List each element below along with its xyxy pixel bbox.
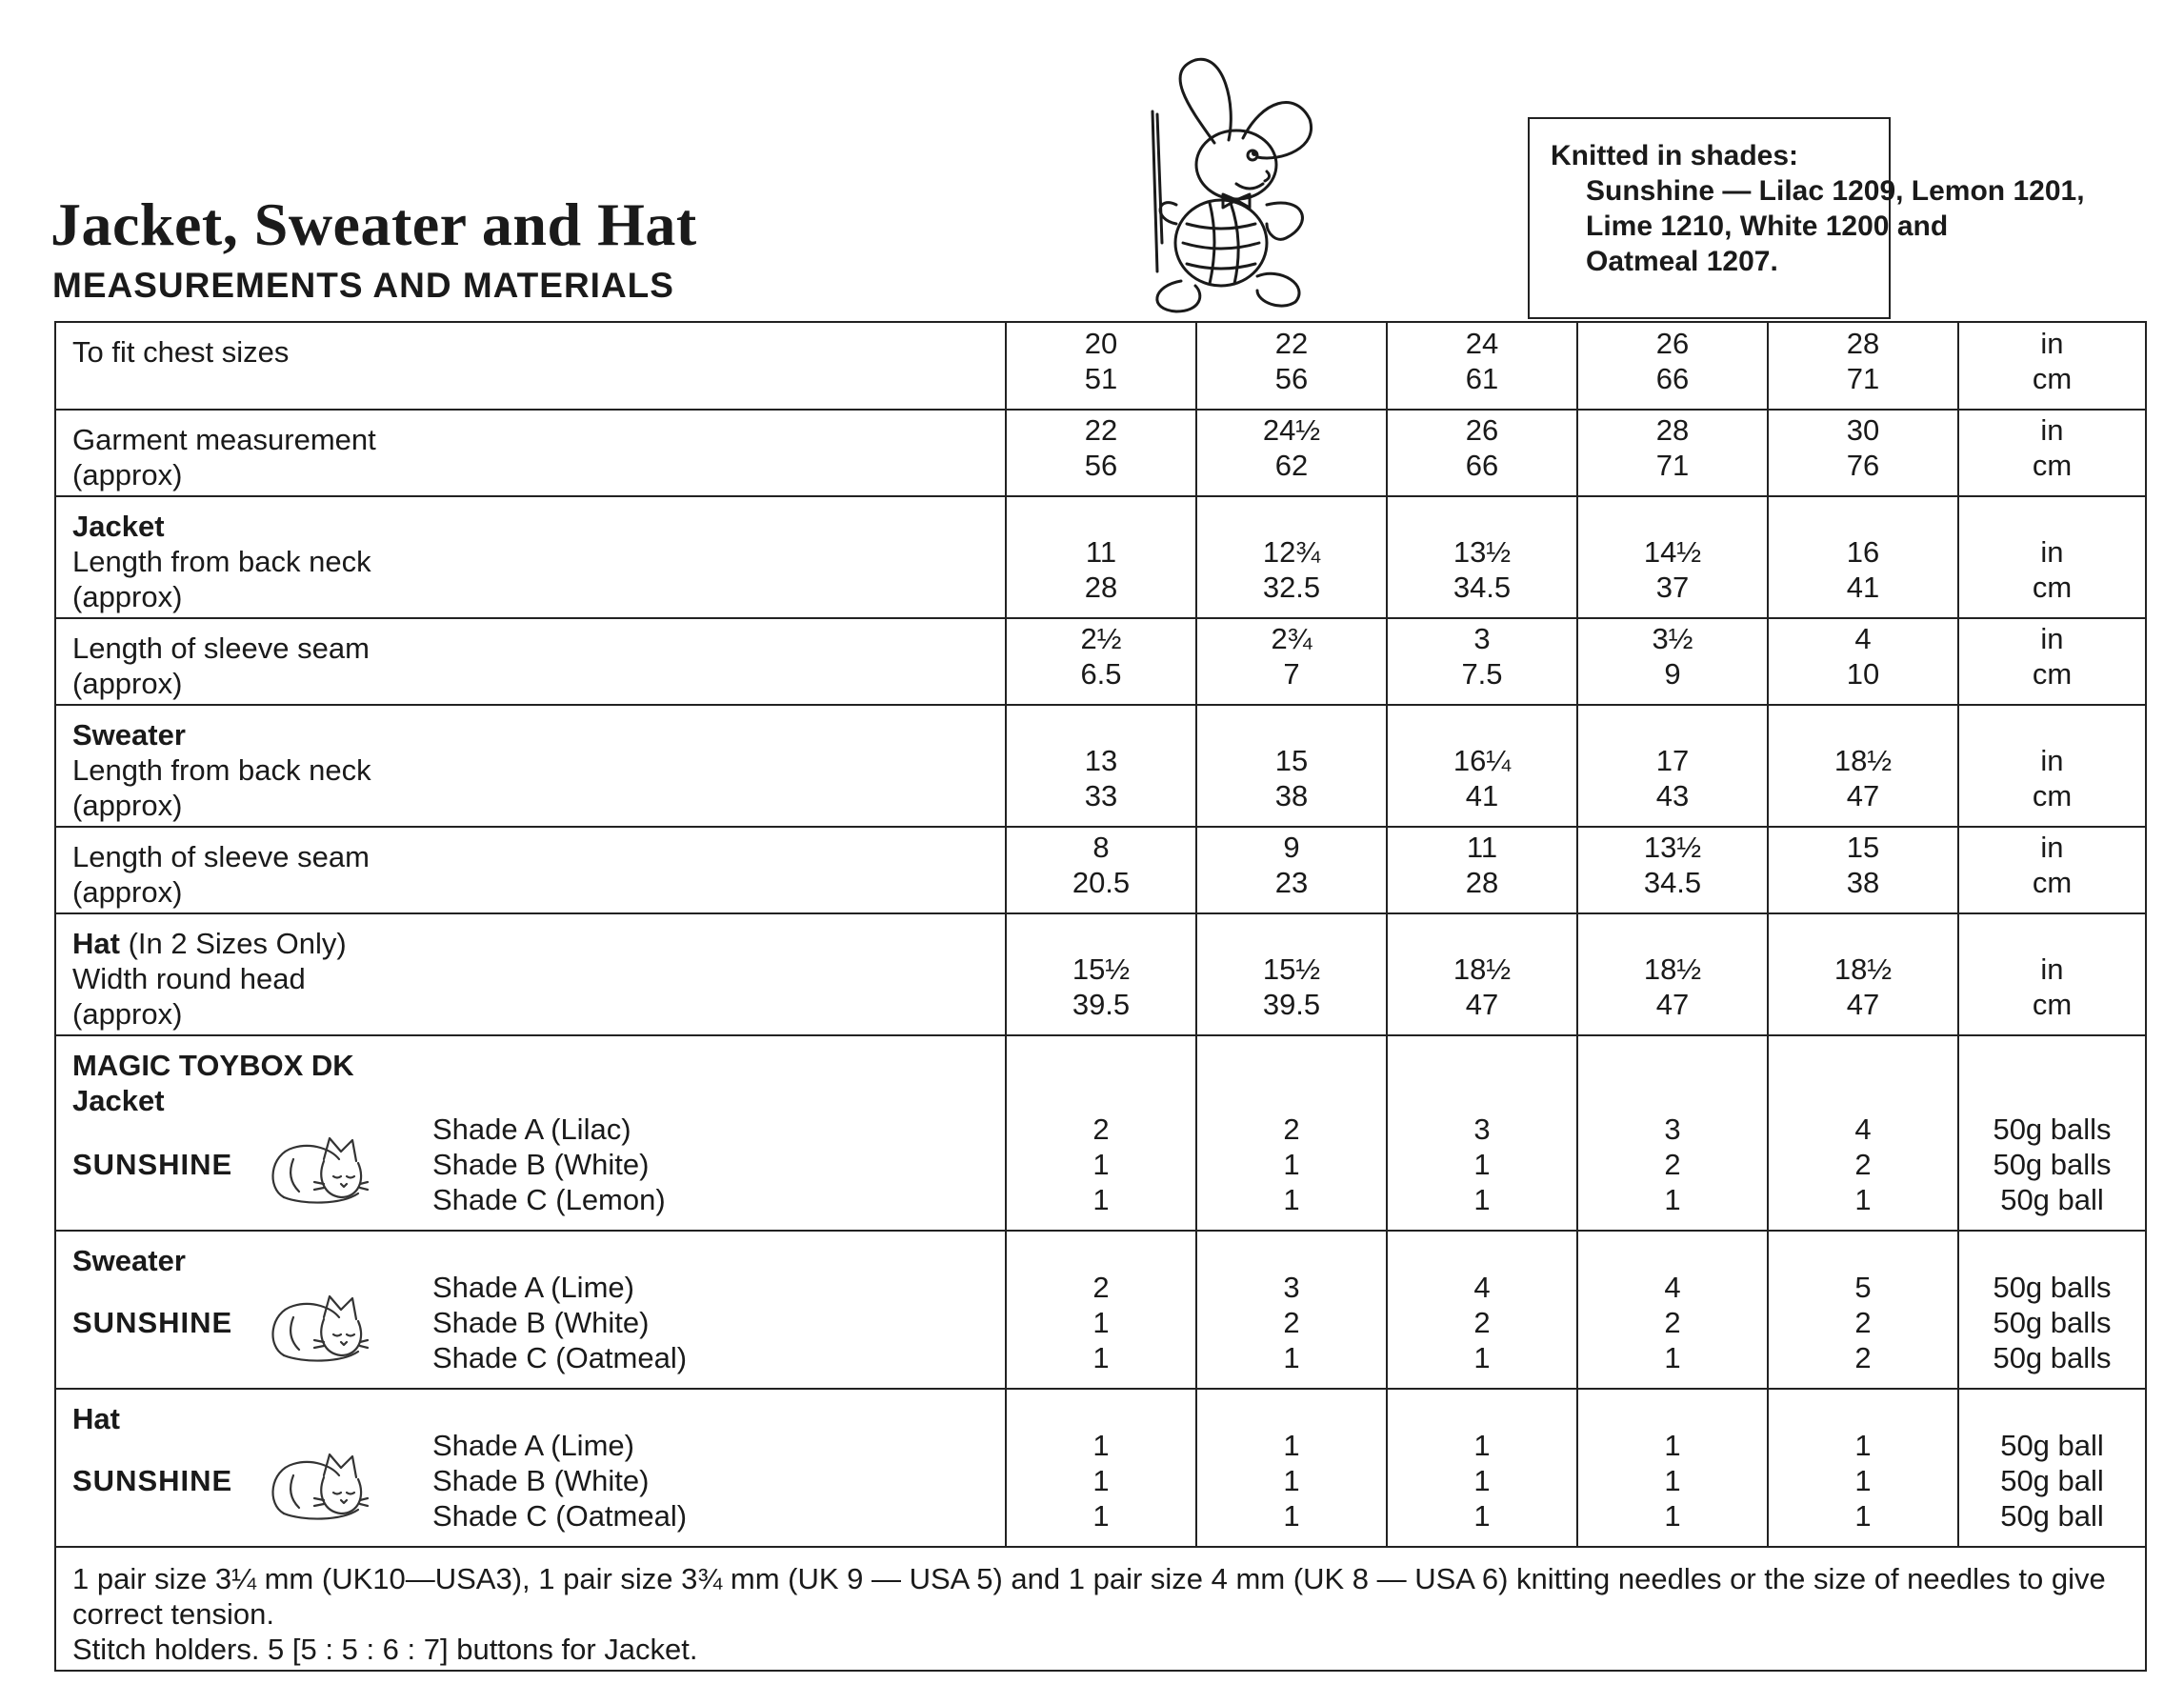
unit-cell [1958, 913, 2146, 1035]
row-label-cell [55, 618, 1006, 705]
balls-count: 1 [1664, 1183, 1681, 1216]
unit-in: in [2040, 327, 2064, 360]
measurement-row [55, 705, 2146, 827]
size-value-cell [1006, 410, 1196, 496]
row-label: (approx) [72, 789, 183, 822]
unit-cell [1958, 1035, 2146, 1231]
size-value-cell [1768, 618, 1958, 705]
unit-in: in [2040, 622, 2064, 655]
balls-count: 1 [1092, 1306, 1110, 1339]
shade-label: Shade B (White) [432, 1306, 650, 1339]
material-row [55, 1389, 2146, 1547]
balls-value-cell [1387, 1035, 1577, 1231]
balls-count: 1 [1092, 1499, 1110, 1533]
value-cm: 23 [1274, 866, 1309, 899]
balls-count: 5 [1854, 1271, 1872, 1304]
page-title: Jacket, Sweater and Hat [50, 190, 697, 258]
size-value-cell [1768, 410, 1958, 496]
value-cm: 47 [1846, 779, 1880, 812]
material-heading: MAGIC TOYBOX DK [72, 1049, 354, 1082]
value-cm: 43 [1655, 779, 1690, 812]
row-label-cell [55, 827, 1006, 913]
balls-value-cell [1768, 1035, 1958, 1231]
value-cm: 41 [1846, 571, 1880, 604]
size-value-cell [1577, 913, 1768, 1035]
value-cm: 10 [1846, 657, 1880, 691]
balls-count: 1 [1473, 1429, 1491, 1462]
value-cm: 41 [1465, 779, 1499, 812]
row-section-heading: Jacket [72, 510, 165, 543]
value-cm: 61 [1465, 362, 1499, 395]
value-cm: 66 [1655, 362, 1690, 395]
row-label-cell [55, 496, 1006, 618]
value-in: 20 [1084, 327, 1118, 360]
shade-label: Shade C (Lemon) [432, 1183, 666, 1216]
page-subtitle: MEASUREMENTS AND MATERIALS [52, 266, 674, 305]
value-in: 16 [1846, 535, 1880, 569]
value-in: 26 [1655, 327, 1690, 360]
row-label: Length of sleeve seam [72, 840, 370, 873]
balls-count: 4 [1664, 1271, 1681, 1304]
unit-cell [1958, 705, 2146, 827]
shades-info-box [1528, 117, 2085, 319]
unit-in: in [2040, 831, 2064, 864]
value-in: 28 [1655, 413, 1690, 447]
value-in: 15 [1846, 831, 1880, 864]
size-value-cell [1006, 496, 1196, 618]
unit-cm: cm [2032, 449, 2073, 482]
balls-value-cell [1387, 1389, 1577, 1547]
row-label: (approx) [72, 580, 183, 613]
value-cm: 56 [1084, 449, 1118, 482]
unit-cm: cm [2032, 362, 2073, 395]
value-cm: 37 [1655, 571, 1690, 604]
size-value-cell [1768, 705, 1958, 827]
size-value-cell [1387, 322, 1577, 410]
size-value-cell [1006, 827, 1196, 913]
shades-heading: Knitted in shades: [1551, 140, 1799, 171]
value-in: 13 [1084, 744, 1118, 777]
material-heading: Hat [72, 1402, 120, 1435]
value-in: 11 [1085, 535, 1117, 569]
value-in: 9 [1283, 831, 1300, 864]
size-value-cell [1006, 913, 1196, 1035]
size-value-cell [1387, 618, 1577, 705]
shades-line: Sunshine — Lilac 1209, Lemon 1201, [1586, 175, 2085, 207]
row-label: Length from back neck [72, 753, 371, 787]
balls-unit: 50g balls [1993, 1306, 2112, 1339]
balls-value-cell [1768, 1389, 1958, 1547]
notes-cell [55, 1547, 2146, 1671]
value-in: 24½ [1262, 413, 1321, 447]
value-in: 18½ [1453, 952, 1512, 986]
size-value-cell [1577, 827, 1768, 913]
size-value-cell [1768, 827, 1958, 913]
balls-value-cell [1577, 1389, 1768, 1547]
balls-count: 3 [1283, 1271, 1300, 1304]
row-label-cell [55, 705, 1006, 827]
balls-value-cell [1006, 1035, 1196, 1231]
unit-cell [1958, 322, 2146, 410]
balls-count: 1 [1664, 1464, 1681, 1497]
shade-label: Shade A (Lime) [432, 1271, 634, 1304]
size-value-cell [1196, 322, 1387, 410]
notes-line: 1 pair size 3¼ mm (UK10—USA3), 1 pair size 3¾ mm (UK 9 — USA 5) and 1 pair size 4 mm (UK 8 — USA 6) knitting needles or the size of needles to give correct tension. [72, 1562, 2106, 1631]
value-cm: 47 [1465, 988, 1499, 1021]
balls-value-cell [1006, 1389, 1196, 1547]
balls-unit: 50g ball [2000, 1183, 2104, 1216]
row-label-cell [55, 322, 1006, 410]
balls-count: 4 [1473, 1271, 1491, 1304]
balls-count: 1 [1092, 1464, 1110, 1497]
balls-count: 1 [1473, 1499, 1491, 1533]
balls-count: 1 [1283, 1183, 1300, 1216]
balls-value-cell [1196, 1035, 1387, 1231]
value-in: 2½ [1080, 622, 1122, 655]
balls-count: 1 [1473, 1464, 1491, 1497]
unit-cell [1958, 827, 2146, 913]
measurement-row [55, 827, 2146, 913]
balls-count: 1 [1473, 1183, 1491, 1216]
value-cm: 33 [1084, 779, 1118, 812]
balls-count: 2 [1854, 1148, 1872, 1181]
value-in: 3½ [1652, 622, 1693, 655]
row-label-cell [55, 913, 1006, 1035]
value-in: 30 [1846, 413, 1880, 447]
kitten-icon [265, 1121, 370, 1209]
balls-value-cell [1577, 1035, 1768, 1231]
size-value-cell [1006, 322, 1196, 410]
size-value-cell [1768, 322, 1958, 410]
yarn-name: SUNSHINE [72, 1464, 233, 1497]
value-in: 18½ [1833, 952, 1893, 986]
value-cm: 34.5 [1453, 571, 1512, 604]
balls-count: 1 [1283, 1429, 1300, 1462]
unit-cell [1958, 496, 2146, 618]
value-cm: 47 [1846, 988, 1880, 1021]
value-in: 12¾ [1262, 535, 1321, 569]
unit-in: in [2040, 744, 2064, 777]
value-in: 28 [1846, 327, 1880, 360]
value-cm: 20.5 [1072, 866, 1131, 899]
size-value-cell [1577, 496, 1768, 618]
value-in: 22 [1084, 413, 1118, 447]
balls-count: 2 [1854, 1306, 1872, 1339]
value-cm: 6.5 [1080, 657, 1122, 691]
value-in: 26 [1465, 413, 1499, 447]
shade-label: Shade A (Lime) [432, 1429, 634, 1462]
row-label: Garment measurement [72, 423, 376, 456]
size-value-cell [1006, 618, 1196, 705]
balls-count: 1 [1283, 1341, 1300, 1374]
size-value-cell [1577, 322, 1768, 410]
material-label-cell [55, 1389, 1006, 1547]
size-value-cell [1577, 618, 1768, 705]
balls-count: 1 [1092, 1341, 1110, 1374]
balls-count: 1 [1854, 1183, 1872, 1216]
shade-label: Shade C (Oatmeal) [432, 1499, 688, 1533]
material-heading: Jacket [72, 1084, 165, 1117]
balls-count: 1 [1664, 1341, 1681, 1374]
value-in: 18½ [1643, 952, 1702, 986]
value-cm: 56 [1274, 362, 1309, 395]
rabbit-knitting-icon [1124, 52, 1343, 314]
value-cm: 32.5 [1262, 571, 1321, 604]
balls-count: 1 [1092, 1429, 1110, 1462]
value-cm: 7.5 [1461, 657, 1503, 691]
unit-in: in [2040, 952, 2064, 986]
balls-unit: 50g balls [1993, 1341, 2112, 1374]
yarn-name: SUNSHINE [72, 1306, 233, 1339]
balls-count: 1 [1854, 1499, 1872, 1533]
row-label: (approx) [72, 458, 183, 491]
value-cm: 76 [1846, 449, 1880, 482]
size-value-cell [1387, 913, 1577, 1035]
size-value-cell [1196, 705, 1387, 827]
measurement-row [55, 322, 2146, 410]
row-label: Width round head [72, 962, 306, 995]
shade-label: Shade B (White) [432, 1464, 650, 1497]
balls-count: 1 [1473, 1148, 1491, 1181]
size-value-cell [1196, 618, 1387, 705]
unit-cm: cm [2032, 571, 2073, 604]
balls-count: 1 [1854, 1464, 1872, 1497]
balls-count: 1 [1283, 1499, 1300, 1533]
size-value-cell [1768, 496, 1958, 618]
balls-unit: 50g balls [1993, 1113, 2112, 1146]
yarn-name: SUNSHINE [72, 1148, 233, 1181]
balls-count: 2 [1092, 1113, 1110, 1146]
unit-in: in [2040, 535, 2064, 569]
unit-cell [1958, 1231, 2146, 1389]
kitten-icon [265, 1279, 370, 1367]
row-section-heading: Hat [72, 927, 120, 960]
value-in: 13½ [1453, 535, 1512, 569]
value-in: 4 [1854, 622, 1872, 655]
balls-count: 1 [1473, 1341, 1491, 1374]
shade-label: Shade C (Oatmeal) [432, 1341, 688, 1374]
balls-count: 4 [1854, 1113, 1872, 1146]
balls-value-cell [1577, 1231, 1768, 1389]
balls-count: 1 [1664, 1429, 1681, 1462]
row-label-cell [55, 410, 1006, 496]
value-cm: 39.5 [1262, 988, 1321, 1021]
value-cm: 39.5 [1072, 988, 1131, 1021]
value-in: 24 [1465, 327, 1499, 360]
value-in: 8 [1092, 831, 1110, 864]
material-label-cell [55, 1035, 1006, 1231]
kitten-icon [265, 1437, 370, 1525]
size-value-cell [1387, 410, 1577, 496]
measurements-table [54, 321, 2147, 1672]
measurement-row [55, 496, 2146, 618]
unit-cell [1958, 410, 2146, 496]
size-value-cell [1006, 705, 1196, 827]
size-value-cell [1387, 496, 1577, 618]
value-cm: 28 [1084, 571, 1118, 604]
measurement-row [55, 618, 2146, 705]
balls-count: 3 [1473, 1113, 1491, 1146]
row-label: (approx) [72, 667, 183, 700]
material-row [55, 1231, 2146, 1389]
balls-count: 2 [1473, 1306, 1491, 1339]
balls-unit: 50g balls [1993, 1148, 2112, 1181]
value-cm: 7 [1283, 657, 1300, 691]
balls-count: 1 [1092, 1148, 1110, 1181]
row-label: (approx) [72, 997, 183, 1031]
shades-line: Lime 1210, White 1200 and [1586, 210, 1949, 242]
balls-unit: 50g ball [2000, 1429, 2104, 1462]
balls-unit: 50g ball [2000, 1499, 2104, 1533]
unit-cell [1958, 618, 2146, 705]
value-cm: 34.5 [1643, 866, 1702, 899]
notes-line: Stitch holders. 5 [5 : 5 : 6 : 7] buttons for Jacket. [72, 1633, 698, 1666]
value-in: 15½ [1262, 952, 1321, 986]
balls-count: 2 [1092, 1271, 1110, 1304]
value-cm: 47 [1655, 988, 1690, 1021]
row-section-note: (In 2 Sizes Only) [119, 927, 347, 960]
value-in: 2¾ [1271, 622, 1312, 655]
size-value-cell [1196, 496, 1387, 618]
notes-row [55, 1547, 2146, 1671]
unit-in: in [2040, 413, 2064, 447]
value-in: 22 [1274, 327, 1309, 360]
value-in: 3 [1473, 622, 1491, 655]
balls-unit: 50g ball [2000, 1464, 2104, 1497]
balls-count: 1 [1664, 1499, 1681, 1533]
value-in: 11 [1466, 831, 1498, 864]
balls-count: 2 [1664, 1148, 1681, 1181]
row-label: Length of sleeve seam [72, 631, 370, 665]
balls-value-cell [1196, 1389, 1387, 1547]
balls-count: 2 [1854, 1341, 1872, 1374]
measurement-row [55, 913, 2146, 1035]
size-value-cell [1387, 827, 1577, 913]
material-row [55, 1035, 2146, 1231]
row-section-heading: Sweater [72, 718, 186, 752]
shades-line: Oatmeal 1207. [1586, 246, 1778, 277]
size-value-cell [1196, 827, 1387, 913]
size-value-cell [1387, 705, 1577, 827]
shade-label: Shade B (White) [432, 1148, 650, 1181]
balls-value-cell [1006, 1231, 1196, 1389]
shade-label: Shade A (Lilac) [432, 1113, 631, 1146]
balls-count: 1 [1283, 1148, 1300, 1181]
size-value-cell [1196, 410, 1387, 496]
value-cm: 71 [1846, 362, 1880, 395]
value-cm: 62 [1274, 449, 1309, 482]
measurement-row [55, 410, 2146, 496]
balls-count: 1 [1854, 1429, 1872, 1462]
value-in: 17 [1655, 744, 1690, 777]
value-in: 13½ [1643, 831, 1702, 864]
row-label: Length from back neck [72, 545, 371, 578]
balls-count: 1 [1092, 1183, 1110, 1216]
balls-value-cell [1196, 1231, 1387, 1389]
value-cm: 38 [1274, 779, 1309, 812]
balls-count: 2 [1664, 1306, 1681, 1339]
material-heading: Sweater [72, 1244, 186, 1277]
value-in: 16¼ [1453, 744, 1512, 777]
unit-cm: cm [2032, 988, 2073, 1021]
value-cm: 38 [1846, 866, 1880, 899]
material-label-cell [55, 1231, 1006, 1389]
row-label: To fit chest sizes [72, 335, 290, 369]
value-in: 18½ [1833, 744, 1893, 777]
row-label: (approx) [72, 875, 183, 909]
value-in: 15 [1274, 744, 1309, 777]
unit-cm: cm [2032, 779, 2073, 812]
size-value-cell [1577, 410, 1768, 496]
value-in: 14½ [1643, 535, 1702, 569]
balls-count: 2 [1283, 1113, 1300, 1146]
value-cm: 9 [1664, 657, 1681, 691]
unit-cm: cm [2032, 866, 2073, 899]
value-cm: 28 [1465, 866, 1499, 899]
value-cm: 66 [1465, 449, 1499, 482]
balls-unit: 50g balls [1993, 1271, 2112, 1304]
balls-value-cell [1768, 1231, 1958, 1389]
unit-cm: cm [2032, 657, 2073, 691]
balls-count: 1 [1283, 1464, 1300, 1497]
balls-value-cell [1387, 1231, 1577, 1389]
value-cm: 51 [1084, 362, 1118, 395]
balls-count: 3 [1664, 1113, 1681, 1146]
unit-cell [1958, 1389, 2146, 1547]
value-in: 15½ [1072, 952, 1131, 986]
balls-count: 2 [1283, 1306, 1300, 1339]
size-value-cell [1577, 705, 1768, 827]
size-value-cell [1196, 913, 1387, 1035]
size-value-cell [1768, 913, 1958, 1035]
value-cm: 71 [1655, 449, 1690, 482]
